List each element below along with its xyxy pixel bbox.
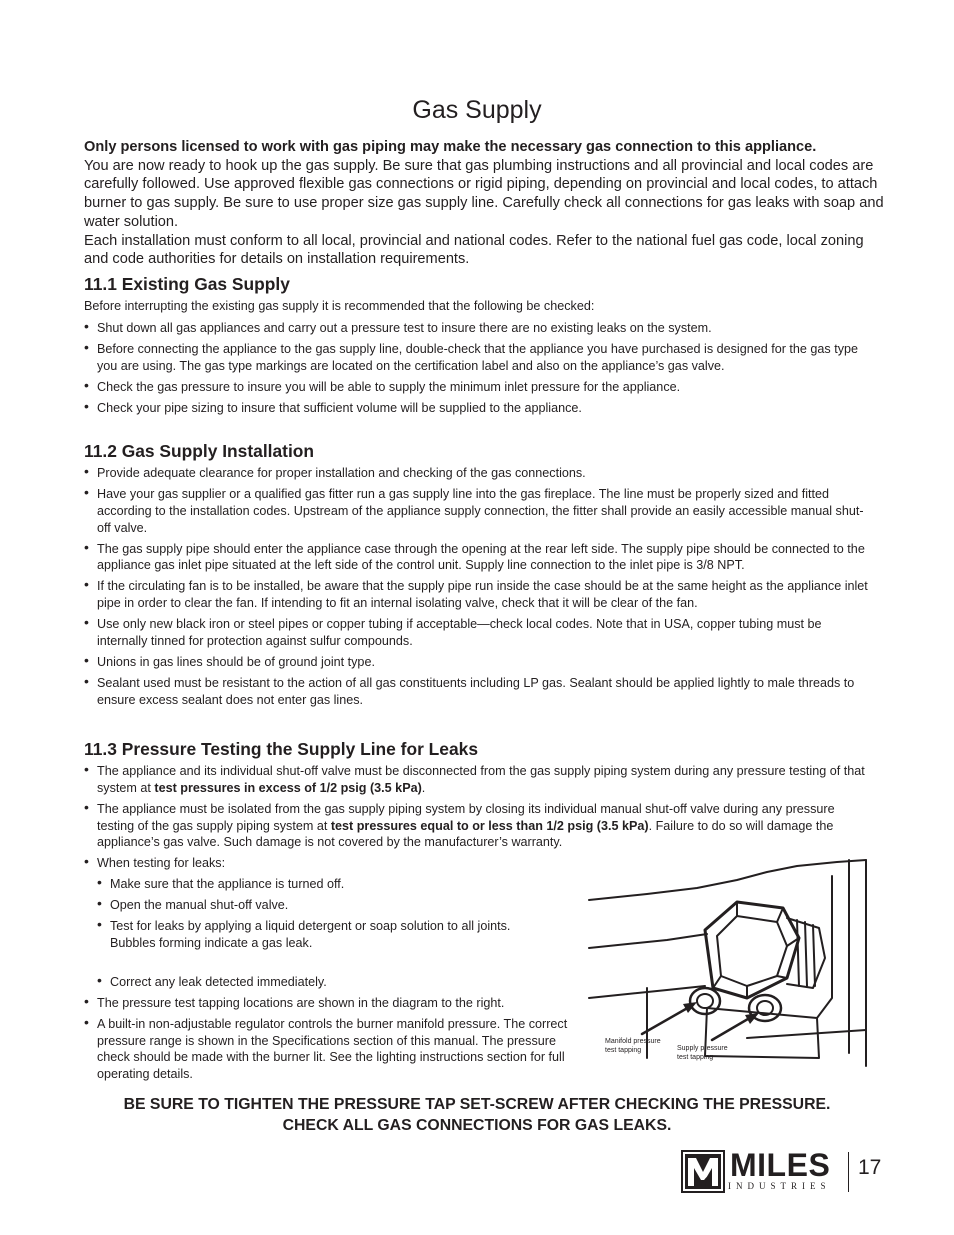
sub-list-item: • Test for leaks by applying a liquid detergent or soap solution to all joints. Bubbles forming indicate a gas leak. xyxy=(97,918,556,952)
sub-list-item: • Correct any leak detected immediately. xyxy=(97,974,874,991)
list-item: • Check your pipe sizing to insure that sufficient volume will be supplied to the appliance. xyxy=(84,400,874,417)
list-item: • If the circulating fan is to be installed, be aware that the supply pipe run inside the case should be at the same height as the appliance inlet pipe in order to clear the fan. If intending to fit an internal isolating valve, check that it will be clear of the fan. xyxy=(84,578,874,612)
pressure-threshold-high: test pressures in excess of 1/2 psig (3.5 kPa) xyxy=(154,780,422,795)
warning-line: CHECK ALL GAS CONNECTIONS FOR GAS LEAKS. xyxy=(282,1117,672,1134)
section-heading-installation: 11.2 Gas Supply Installation xyxy=(84,441,315,461)
list-item: • Check the gas pressure to insure you will be able to supply the minimum inlet pressure for the appliance. xyxy=(84,379,874,396)
list-item: • Use only new black iron or steel pipes or copper tubing if acceptable—check local codes. Note that in USA, copper tubing must be internally tinned for protection against sulfur compounds. xyxy=(84,616,874,650)
list-item: • The appliance must be isolated from the gas supply piping system by closing its individual manual shut-off valve during any pressure testing of the gas supply piping system at test pressures equal to or less than 1/2 psig (3.5 kPa). Failure to do so will damage the appliance’s gas valve. Such damage is not covered by the manufacturer’s warranty. xyxy=(84,801,874,851)
page-number: 17 xyxy=(858,1156,882,1179)
miles-logo-icon xyxy=(681,1150,725,1193)
pressure-tapping-diagram xyxy=(587,858,868,1068)
manifold-tapping-label: Manifold pressure xyxy=(605,1038,661,1045)
logo-subtitle: INDUSTRIES xyxy=(728,1181,831,1191)
list-item: • Before connecting the appliance to the gas supply line, double-check that the appliance you have purchased is designed for the gas type you are using. The gas type markings are located on the certification label and also on the appliance’s gas valve. xyxy=(84,341,874,375)
codes-paragraph: Each installation must conform to all local, provincial and national codes. Refer to the national fuel gas code, local zoning and code authorities for details on installation requirements. xyxy=(84,232,864,268)
licensed-warning: Only persons licensed to work with gas piping may make the necessary gas connection to this appliance. xyxy=(84,139,817,155)
supply-tapping-label: Supply pressure xyxy=(677,1045,728,1052)
list-item: • The appliance and its individual shut-off valve must be disconnected from the gas supply piping system during any pressure testing of that system at test pressures in excess of 1/2 psig (3.5 kPa). xyxy=(84,763,874,797)
footer-divider xyxy=(848,1152,849,1192)
tighten-warning xyxy=(0,1094,954,1136)
supply-tapping-label-2: test tapping xyxy=(677,1054,714,1061)
list-item: • Sealant used must be resistant to the action of all gas constituents including LP gas. Sealant should be applied lightly to male threads to ensure excess sealant does not enter gas lines. xyxy=(84,675,874,709)
warning-line: BE SURE TO TIGHTEN THE PRESSURE TAP SET-SCREW AFTER CHECKING THE PRESSURE. xyxy=(123,1096,831,1113)
manifold-tapping-label-2: test tapping xyxy=(605,1047,642,1054)
existing-supply-list xyxy=(84,320,874,421)
list-item: • When testing for leaks: xyxy=(84,855,874,872)
section-heading-existing-supply: 11.1 Existing Gas Supply xyxy=(84,274,290,294)
sub-list-item: • Open the manual shut-off valve. xyxy=(97,897,874,914)
installation-list xyxy=(84,465,874,713)
page-title: Gas Supply xyxy=(412,95,542,124)
sub-list-item: • Make sure that the appliance is turned off. xyxy=(97,876,874,893)
list-item: • Shut down all gas appliances and carry out a pressure test to insure there are no existing leaks on the system. xyxy=(84,320,874,337)
intro-paragraph: You are now ready to hook up the gas supply. Be sure that gas plumbing instructions and all provincial and local codes are carefully followed. Use approved flexible gas connections or rigid piping, depending on provincial and local codes, to attach burner to gas supply. Be sure to use proper size gas supply line. Carefully check all connections for gas leaks with soap and water solution. xyxy=(84,157,884,230)
list-item: • The gas supply pipe should enter the appliance case through the opening at the rear left side. The supply pipe should be connected to the appliance gas inlet pipe situated at the left side of the control unit. Supply line connection to the inlet pipe is 3/8 NPT. xyxy=(84,541,874,575)
list-item: • Provide adequate clearance for proper installation and checking of the gas connections. xyxy=(84,465,874,482)
intro xyxy=(84,138,884,269)
list-item: • Unions in gas lines should be of ground joint type. xyxy=(84,654,874,671)
list-item: • The pressure test tapping locations are shown in the diagram to the right. xyxy=(84,995,575,1012)
pressure-threshold-low: test pressures equal to or less than 1/2 psig (3.5 kPa) xyxy=(330,818,649,833)
logo-wordmark: MILES xyxy=(730,1147,831,1183)
section-lead: Before interrupting the existing gas supply it is recommended that the following be checked: xyxy=(84,299,595,313)
list-item: • A built-in non-adjustable regulator controls the burner manifold pressure. The correct pressure range is shown in the Specifications section of this manual. The pressure check should be made with the burner lit. See the lighting instructions section for full operating details. xyxy=(84,1016,575,1083)
section-heading-pressure-testing: 11.3 Pressure Testing the Supply Line for Leaks xyxy=(84,739,478,759)
list-item: • Have your gas supplier or a qualified gas fitter run a gas supply line into the gas fireplace. The line must be properly sized and fitted according to the installation codes. Upstream of the appliance supply connection, the fitter shall provide an easily accessible manual shut-off valve. xyxy=(84,486,874,536)
